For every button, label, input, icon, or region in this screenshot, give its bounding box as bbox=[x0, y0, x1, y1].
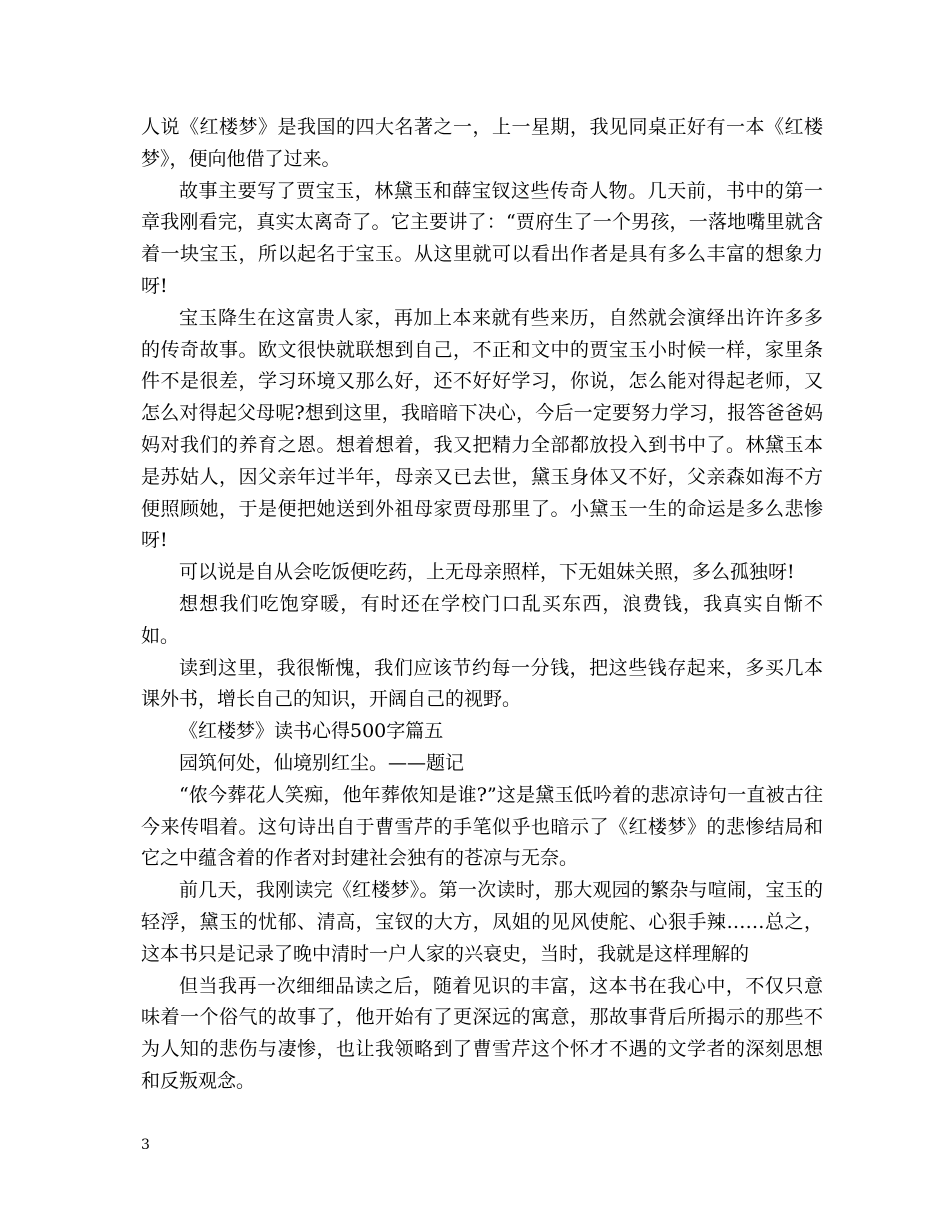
body-text bbox=[141, 112, 823, 1098]
paragraph: 宝玉降生在这富贵人家，再加上本来就有些来历，自然就会演绎出许许多多的传奇故事。欧文很快就联想到自己，不正和文中的贾宝玉小时候一样，家里条件不是很差，学习环境又那么好，还不好好学习，你说，怎么能对得起老师，又怎么对得起父母呢?想到这里，我暗暗下决心，今后一定要努力学习，报答爸爸妈妈对我们的养育之恩。想着想着，我又把精力全部都放投入到书中了。林黛玉本是苏姑人，因父亲年过半年，母亲又已去世，黛玉身体又不好，父亲森如海不方便照顾她，于是便把她送到外祖母家贾母那里了。小黛玉一生的命运是多么悲惨呀! bbox=[141, 306, 823, 552]
epigraph: 园筑何处，仙境别红尘。——题记 bbox=[179, 751, 465, 774]
paragraph: 读到这里，我很惭愧，我们应该节约每一分钱，把这些钱存起来，多买几本课外书，增长自己的知识，开阔自己的视野。 bbox=[141, 656, 823, 711]
paragraph: 可以说是自从会吃饭便吃药，上无母亲照样，下无姐妹关照，多么孤独呀! bbox=[179, 561, 795, 584]
paragraph: 前几天，我刚读完《红楼梦》。第一次读时，那大观园的繁杂与喧闹，宝玉的轻浮，黛玉的忧郁、清高，宝钗的大方，凤姐的见风使舵、心狠手辣……总之，这本书只是记录了晚中清时一户人家的兴衰史，当时，我就是这样理解的 bbox=[141, 879, 823, 965]
page-number: 3 bbox=[141, 1137, 150, 1153]
paragraph: 故事主要写了贾宝玉，林黛玉和薛宝钗这些传奇人物。几天前，书中的第一章我刚看完，真实太离奇了。它主要讲了：“贾府生了一个男孩，一落地嘴里就含着一块宝玉，所以起名于宝玉。从这里就可以看出作者是具有多么丰富的想象力呀! bbox=[141, 179, 823, 297]
paragraph: 但当我再一次细细品读之后，随着见识的丰富，这本书在我心中，不仅只意味着一个俗气的故事了，他开始有了更深远的寓意，那故事背后所揭示的那些不为人知的悲伤与凄惨，也让我领略到了曹雪芹这个怀才不遇的文学者的深刻思想和反叛观念。 bbox=[141, 974, 823, 1092]
paragraph: 人说《红楼梦》是我国的四大名著之一，上一星期，我见同桌正好有一本《红楼梦》，便向他借了过来。 bbox=[141, 116, 823, 170]
paragraph: 想想我们吃饱穿暖，有时还在学校门口乱买东西，浪费钱，我真实自惭不如。 bbox=[141, 592, 823, 647]
section-heading: 《红楼梦》读书心得500字篇五 bbox=[179, 720, 444, 743]
paragraph: “侬今葬花人笑痴，他年葬侬知是谁?”这是黛玉低吟着的悲凉诗句一直被古往今来传唱着。这句诗出自于曹雪芹的手笔似乎也暗示了《红楼梦》的悲惨结局和它之中蕴含着的作者对封建社会独有的苍凉与无奈。 bbox=[141, 783, 823, 870]
